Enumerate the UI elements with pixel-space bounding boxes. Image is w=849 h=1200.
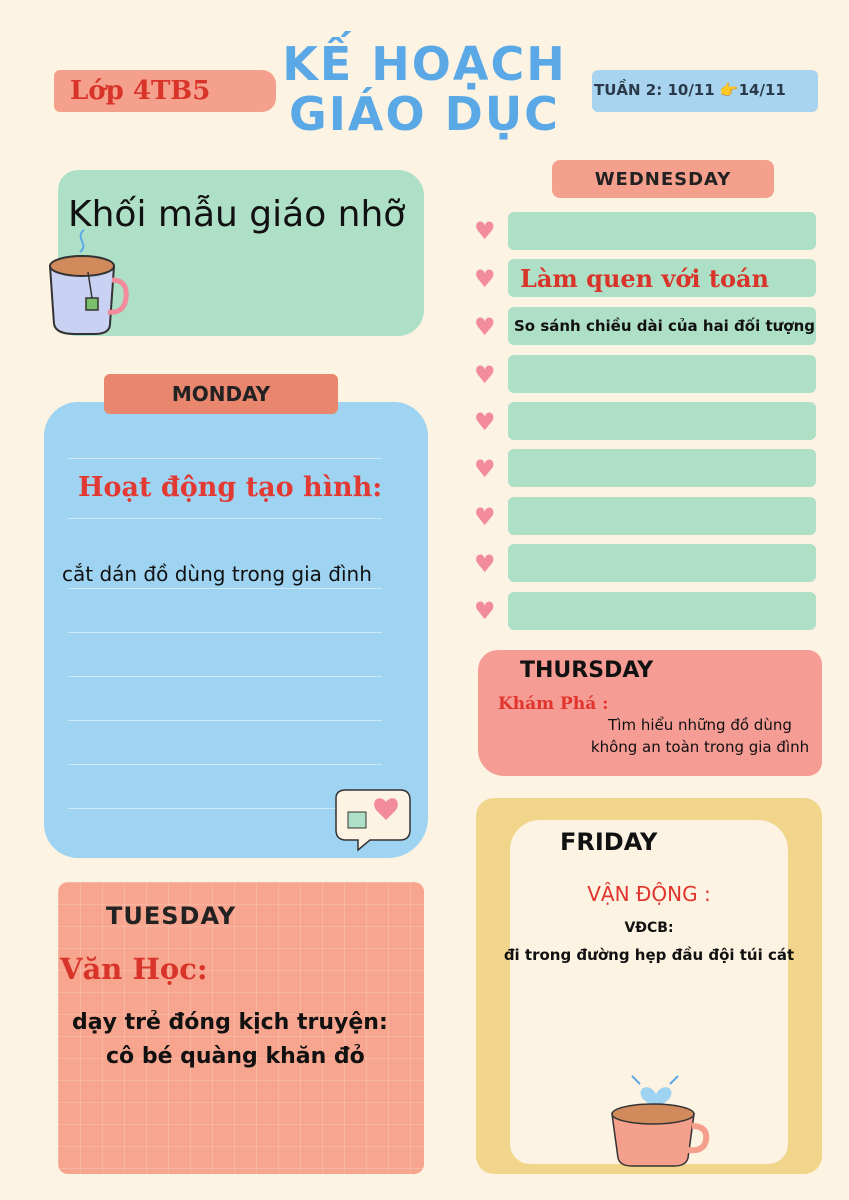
tuesday-detail-line2: cô bé quàng khăn đỏ xyxy=(106,1044,365,1069)
week-tag xyxy=(592,70,818,112)
wednesday-detail: So sánh chiều dài của hai đối tượng xyxy=(514,317,816,335)
wednesday-row xyxy=(508,449,816,487)
page-title-line2: GIÁO DỤC xyxy=(289,87,560,141)
wednesday-row xyxy=(508,212,816,250)
wednesday-title: WEDNESDAY xyxy=(594,169,732,190)
wednesday-row xyxy=(508,592,816,630)
wednesday-activity: Làm quen với toán xyxy=(520,264,769,293)
class-label: Lớp 4TB5 xyxy=(70,76,211,106)
wednesday-row xyxy=(508,355,816,393)
tuesday-title: TUESDAY xyxy=(106,902,237,930)
wednesday-row xyxy=(508,307,816,345)
monday-activity: Hoạt động tạo hình: xyxy=(78,472,383,503)
monday-detail: cắt dán đồ dùng trong gia đình xyxy=(62,562,372,586)
coffee-cup-icon xyxy=(602,1070,712,1170)
heart-icon: ♥ xyxy=(474,361,496,389)
thursday-detail: Tìm hiểu những đồ dùng không an toàn trong gia đình xyxy=(590,716,810,756)
tuesday-activity: Văn Học: xyxy=(60,952,208,986)
friday-title: FRIDAY xyxy=(560,828,658,856)
heart-icon: ♥ xyxy=(474,503,496,531)
heart-icon: ♥ xyxy=(474,455,496,483)
thursday-activity: Khám Phá : xyxy=(498,694,609,714)
heart-icon: ♥ xyxy=(474,217,496,245)
monday-tab xyxy=(104,374,338,414)
wednesday-tab xyxy=(552,160,774,198)
group-label: Khối mẫu giáo nhỡ xyxy=(68,194,406,235)
friday-detail-line1: VĐCB: xyxy=(624,920,674,936)
thursday-title: THURSDAY xyxy=(520,658,654,683)
tuesday-detail-line1: dạy trẻ đóng kịch truyện: xyxy=(72,1010,388,1035)
class-tag xyxy=(54,70,276,112)
heart-icon: ♥ xyxy=(474,408,496,436)
heart-icon: ♥ xyxy=(474,265,496,293)
thursday-card xyxy=(478,650,822,776)
wednesday-row xyxy=(508,497,816,535)
friday-card xyxy=(476,798,822,1174)
monday-title: MONDAY xyxy=(171,382,271,406)
wednesday-row xyxy=(508,544,816,582)
chat-heart-icon xyxy=(330,784,416,854)
wednesday-row xyxy=(508,402,816,440)
group-card xyxy=(58,170,424,336)
heart-icon: ♥ xyxy=(474,597,496,625)
heart-icon: ♥ xyxy=(474,550,496,578)
heart-icon: ♥ xyxy=(474,313,496,341)
monday-card xyxy=(44,402,428,858)
friday-activity: VẬN ĐỘNG : xyxy=(587,882,711,906)
tuesday-card xyxy=(58,882,424,1174)
week-label: TUẦN 2: 10/11 👉14/11 xyxy=(594,81,786,99)
friday-detail-line2: đi trong đường hẹp đầu đội túi cát xyxy=(503,946,795,964)
page-title-line1: KẾ HOẠCH xyxy=(282,37,567,91)
wednesday-row xyxy=(508,259,816,297)
tea-cup-icon xyxy=(44,228,130,338)
